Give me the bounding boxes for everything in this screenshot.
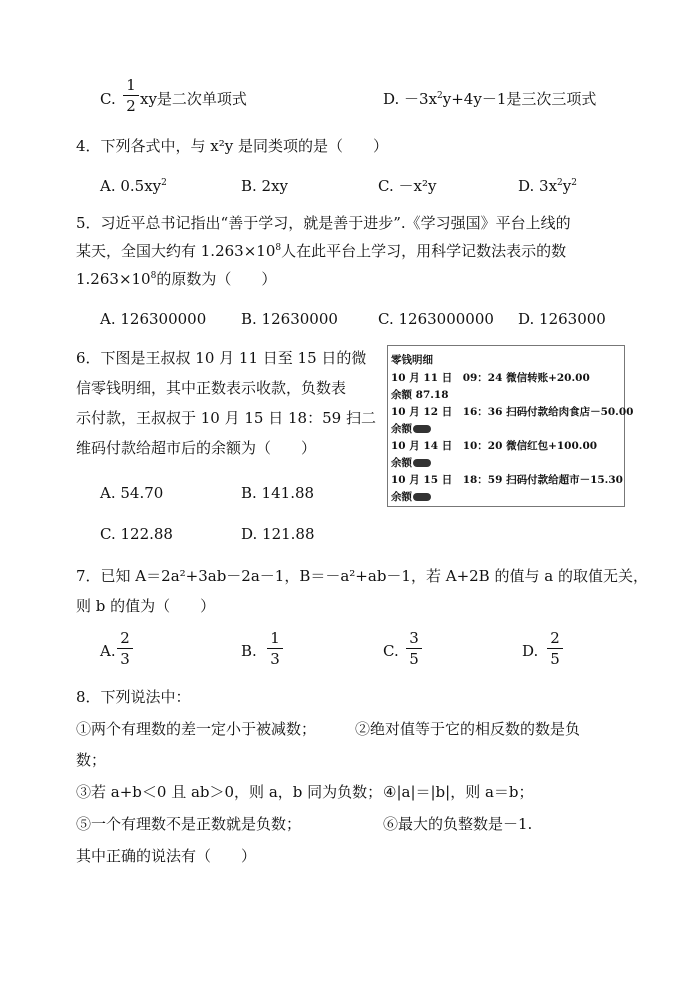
q7-b-numerator: 1 [267,629,283,649]
q4-option-c: C. －x²y [378,177,437,195]
q6-line-1: 6．下图是王叔叔 10 月 11 日至 15 日的微 [76,349,367,367]
q5-line-2-a: 某天，全国大约有 1.263×10 [76,242,276,260]
q4-d-text: D. 3x [518,177,558,195]
q3-d-sup: 2 [437,91,443,101]
q5-line-1: 5．习近平总书记指出“善于学习，就是善于进步”.《学习强国》平台上线的 [76,214,571,232]
q8-statement-2-cont: 数； [76,751,107,769]
q5-option-d: D. 1263000 [518,310,606,328]
wallet-detail-figure [387,345,634,507]
q3-option-c-text: xy是二次单项式 [140,90,247,108]
q7-option-d-label: D. [522,642,539,660]
q7-d-denominator: 5 [550,650,560,668]
q7-option-a-label: A. [100,642,116,660]
wallet-row-3: 10 月 12 日 16：36 扫码付款给肉食店－50.00 [391,406,634,418]
q6-option-a: A. 54.70 [100,484,164,502]
q4-d-sup1: 2 [557,178,563,188]
q4-d-sup2: 2 [571,178,577,188]
q4-option-b: B. 2xy [241,177,289,195]
q4-option-a [100,176,167,196]
q6-line-4: 维码付款给超市后的余额为（ ） [76,439,317,457]
wallet-row-8-label: 余额 [391,491,412,503]
wallet-row-5: 10 月 14 日 10：20 微信红包+100.00 [391,440,598,452]
q5-option-c: C. 1263000000 [378,310,494,328]
q6-option-d: D. 121.88 [241,525,315,543]
q5-line-3 [76,269,276,289]
q7-line-1: 7．已知 A＝2a²+3ab－2a－1，B＝－a²+ab－1，若 A+2B 的值与 a 的取值无关， [76,567,648,585]
wallet-row-1: 10 月 11 日 09：24 微信转账+20.00 [391,372,590,384]
q8-statement-4: ④|a|＝|b|，则 a＝b； [383,783,534,801]
wallet-row-8 [391,489,431,504]
q7-option-c-label: C. [383,642,399,660]
q4-option-d [518,176,577,196]
wallet-row-2: 余额 87.18 [391,389,449,401]
q7-option-d-fraction [547,629,563,668]
q7-option-b-fraction [267,629,283,668]
q4-d-mid: y [562,177,572,195]
q7-a-numerator: 2 [117,629,133,649]
q6-option-b: B. 141.88 [241,484,315,502]
q5-option-b: B. 12630000 [241,310,338,328]
q6-option-c: C. 122.88 [100,525,173,543]
q7-option-a-fraction [117,629,133,668]
q3-c-numerator: 1 [123,76,139,96]
q7-c-denominator: 5 [409,650,419,668]
q4-stem: 4．下列各式中，与 x²y 是同类项的是（ ） [76,137,389,155]
q8-statement-2: ②绝对值等于它的相反数的数是负 [355,720,581,738]
q7-a-denominator: 3 [120,650,130,668]
q7-d-numerator: 2 [547,629,563,649]
q7-option-b-label: B. [241,642,257,660]
hidden-balance-blot [413,459,431,467]
q7-b-denominator: 3 [270,650,280,668]
q7-option-c-fraction [406,629,422,668]
wallet-title: 零钱明细 [391,354,433,366]
q5-line-3-sup: 8 [150,271,157,281]
q3-d-text-b: y+4y－1是三次三项式 [442,90,597,108]
q8-statement-5: ⑤一个有理数不是正数就是负数； [76,815,302,833]
q6-line-3: 示付款，王叔叔于 10 月 15 日 18：59 扫二 [76,409,376,427]
wallet-row-6 [391,455,431,470]
hidden-balance-blot [413,425,431,433]
wallet-row-7: 10 月 15 日 18：59 扫码付款给超市－15.30 [391,474,623,486]
q8-statement-1: ①两个有理数的差一定小于被减数； [76,720,317,738]
q5-line-2-sup: 8 [275,243,282,253]
q3-option-c-label: C. [100,90,116,108]
q8-statement-3: ③若 a+b＜0 且 ab＞0，则 a，b 同为负数； [76,783,383,801]
q5-option-a: A. 126300000 [100,310,207,328]
hidden-balance-blot [413,493,431,501]
q5-line-2-b: 人在此平台上学习，用科学记数法表示的数 [281,242,567,260]
q5-line-3-a: 1.263×10 [76,270,151,288]
q8-stem: 8．下列说法中： [76,688,191,706]
wallet-row-4 [391,421,431,436]
q5-line-3-b: 的原数为（ ） [156,270,277,288]
q4-a-text: A. 0.5xy [100,177,162,195]
q8-question-tail: 其中正确的说法有（ ） [76,847,257,865]
q5-line-2 [76,241,566,261]
q7-line-2: 则 b 的值为（ ） [76,597,216,615]
q6-line-2: 信零钱明细，其中正数表示收款，负数表 [76,379,347,397]
q3-option-d [383,89,596,109]
q8-statement-6: ⑥最大的负整数是－1. [383,815,533,833]
wallet-row-4-label: 余额 [391,423,412,435]
q7-c-numerator: 3 [406,629,422,649]
q3-d-text-a: D. －3x [383,90,438,108]
q3-c-denominator: 2 [126,97,136,115]
q4-a-sup: 2 [161,178,167,188]
wallet-row-6-label: 余额 [391,457,412,469]
q3-option-c-fraction [123,76,139,115]
